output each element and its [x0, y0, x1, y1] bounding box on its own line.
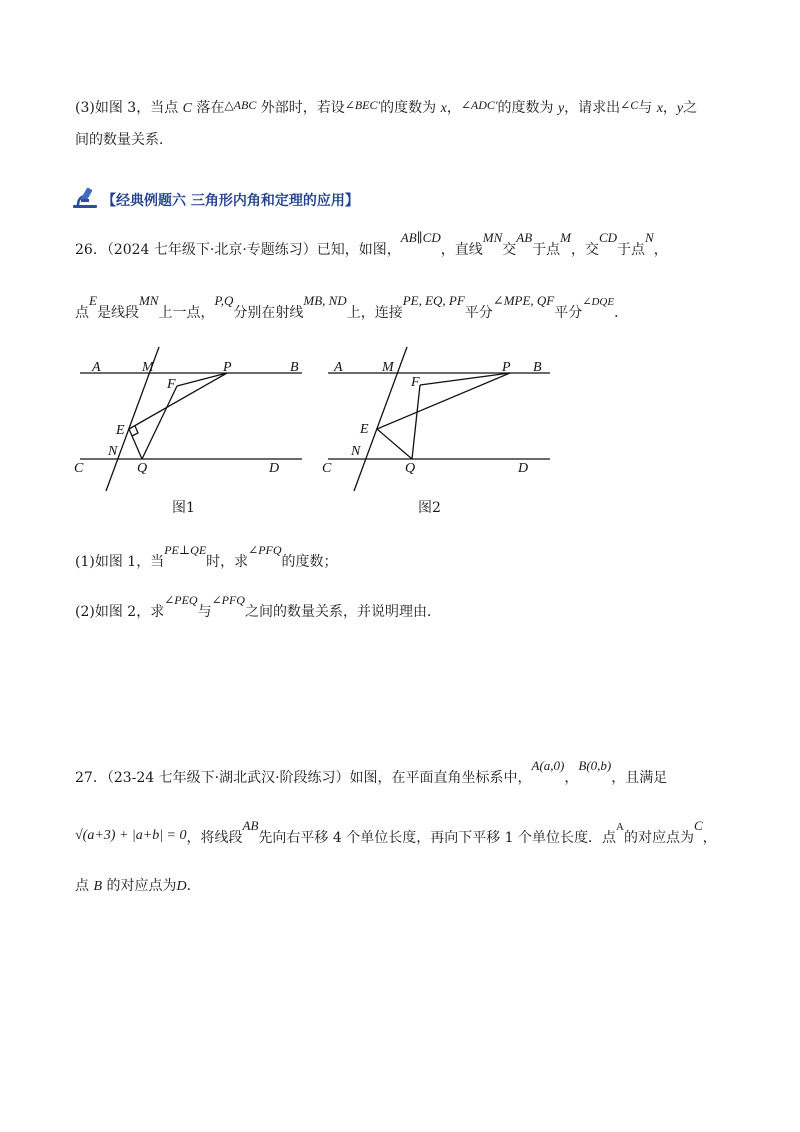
text: 上，连接	[346, 305, 403, 321]
label-e: E	[360, 422, 369, 437]
math: PE, EQ, PF	[402, 293, 465, 308]
label-a: A	[334, 360, 343, 375]
math: ∠PFQ	[211, 593, 245, 607]
text: 平分	[464, 305, 493, 321]
text: ，	[564, 770, 579, 786]
microscope-icon	[72, 186, 98, 214]
var: y	[557, 101, 565, 116]
q27-intro-line2	[75, 818, 717, 849]
text: 的度数；	[281, 554, 338, 570]
section-header	[72, 186, 359, 214]
math: B(0,b)	[578, 758, 612, 773]
text: ，	[662, 100, 677, 116]
math: ∠PEQ	[164, 593, 198, 607]
text: 之间的数量关系，并说明理由．	[244, 604, 441, 620]
label-c: C	[74, 461, 84, 476]
q27-intro-line3	[75, 876, 201, 897]
text: ，	[653, 242, 668, 258]
label-q: Q	[405, 461, 416, 476]
label-f: F	[167, 377, 176, 392]
var: x	[656, 101, 663, 116]
segment-pf	[177, 373, 227, 386]
segment-eq	[129, 429, 142, 459]
math: A(a,0)	[531, 758, 565, 773]
math: ∠DQE	[582, 296, 615, 308]
text: 26．（2024 七年级下·北京·专题练习）已知，如图，	[75, 242, 401, 258]
text: ，将线段	[186, 830, 243, 846]
label-d: D	[518, 461, 529, 476]
q26-part2	[75, 593, 441, 622]
var: x	[440, 101, 447, 116]
math: P,Q	[214, 293, 234, 308]
text: 27．（23-24 七年级下·湖北武汉·阶段练习）如图，在平面直角坐标系中，	[75, 770, 532, 786]
text: 落在	[191, 100, 225, 116]
text: ，请求出	[564, 100, 621, 116]
math: MN	[138, 293, 159, 308]
text: 平分	[554, 305, 583, 321]
figure-2	[320, 345, 560, 495]
math: ∠C	[620, 98, 639, 112]
line-mn	[354, 347, 407, 491]
text: 于点	[532, 242, 561, 258]
math: MN	[482, 230, 503, 245]
text: ．	[186, 878, 201, 894]
math: ∠ADC′	[460, 98, 498, 112]
figure-1-caption: 图1	[172, 500, 195, 516]
segment-eq	[377, 429, 412, 459]
var: y	[676, 101, 684, 116]
math: N	[645, 230, 654, 245]
label-d: D	[269, 461, 280, 476]
label-c: C	[322, 461, 332, 476]
text: 于点	[617, 242, 646, 258]
math: M	[560, 230, 571, 245]
text: 的度数为	[497, 100, 558, 116]
equation: √(a+3) + |a+b| = 0	[75, 828, 187, 843]
figure-1	[72, 345, 312, 495]
math: A	[616, 821, 624, 833]
math: AB	[242, 818, 259, 833]
label-a: A	[92, 360, 101, 375]
label-p: P	[502, 360, 511, 375]
math: ∠MPE, QF	[492, 293, 555, 308]
math: PE⊥QE	[164, 543, 207, 557]
text: 点	[75, 878, 94, 894]
text: 先向右平移 4 个单位长度，再向下平移 1 个单位长度．点	[258, 830, 617, 846]
math: C	[693, 818, 703, 833]
q26-intro-line2	[75, 293, 629, 324]
text: 外部时，若设	[256, 100, 345, 116]
text: 的对应点为	[102, 878, 177, 894]
var: C	[182, 101, 192, 116]
text: ．	[614, 305, 629, 321]
text: ，	[702, 830, 717, 846]
label-n: N	[351, 444, 361, 459]
q25-part3-line1	[75, 98, 697, 119]
label-m: M	[382, 360, 394, 375]
text: 点	[75, 305, 89, 321]
text: 是线段	[96, 305, 139, 321]
text: (3)如图 3，当点	[75, 100, 183, 116]
text: 的对应点为	[623, 830, 694, 846]
var: D	[176, 879, 187, 894]
math: CD	[598, 230, 618, 245]
text: 与	[638, 100, 657, 116]
text: 的度数为	[380, 100, 441, 116]
label-b: B	[290, 360, 299, 375]
section-title: 【经典例题六 三角形内角和定理的应用】	[102, 193, 359, 209]
text: ，交	[570, 242, 599, 258]
math: △ABC	[224, 98, 257, 112]
label-b: B	[533, 360, 542, 375]
segment-pe	[129, 373, 227, 429]
var: B	[93, 879, 103, 894]
math: AB∥CD	[400, 230, 441, 245]
label-f: F	[411, 375, 420, 390]
text: 交	[502, 242, 517, 258]
math: E	[89, 293, 97, 308]
figure-2-caption: 图2	[418, 500, 441, 516]
math: AB	[516, 230, 533, 245]
label-e: E	[116, 423, 125, 438]
text: 与	[197, 604, 212, 620]
text: ，直线	[440, 242, 483, 258]
text: ，	[446, 100, 461, 116]
math: MB, ND	[303, 293, 347, 308]
math: ∠BEC′	[344, 98, 381, 112]
text: (1)如图 1，当	[75, 554, 165, 570]
q26-intro-line1	[75, 230, 668, 260]
label-m: M	[142, 360, 154, 375]
segment-qf	[142, 386, 177, 459]
q27-intro-line1	[75, 758, 668, 788]
label-n: N	[108, 444, 118, 459]
segment-qf	[412, 385, 420, 459]
q25-part3-line2: 间的数量关系．	[75, 132, 173, 148]
text: (2)如图 2，求	[75, 604, 165, 620]
math: ∠PFQ	[248, 543, 282, 557]
label-q: Q	[137, 461, 148, 476]
text: 上一点，	[158, 305, 215, 321]
label-p: P	[223, 360, 232, 375]
text: ，且满足	[611, 770, 668, 786]
text: 分别在射线	[233, 305, 304, 321]
q26-part1	[75, 543, 338, 572]
text: 时，求	[206, 554, 249, 570]
text: 之	[683, 100, 698, 116]
